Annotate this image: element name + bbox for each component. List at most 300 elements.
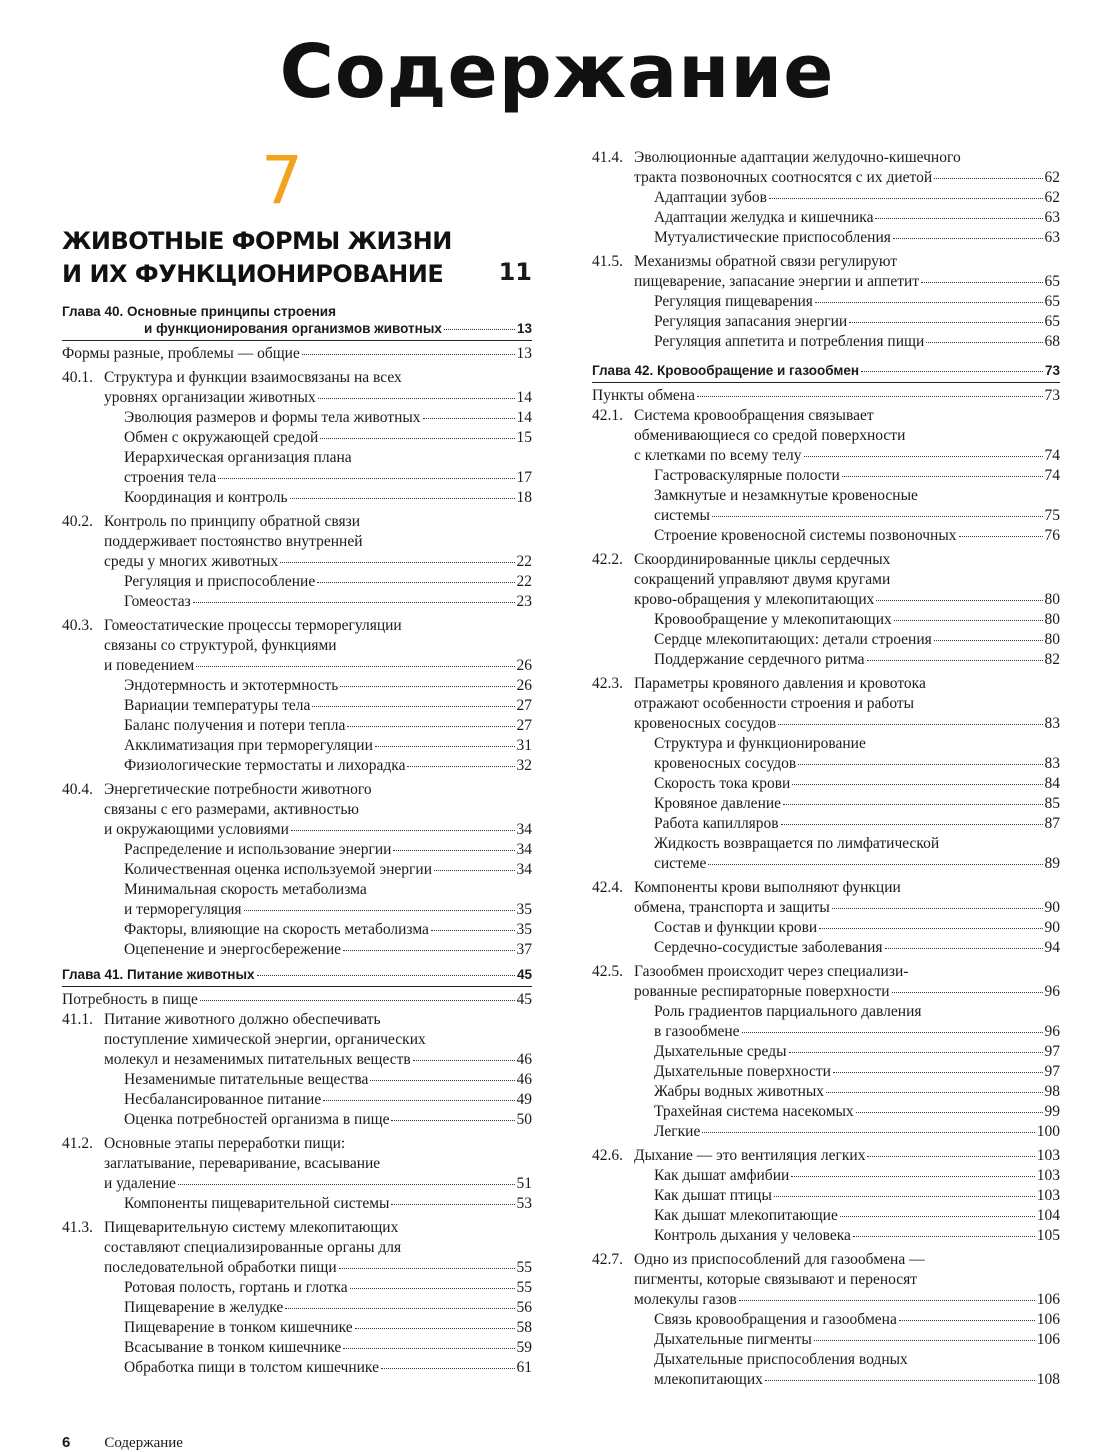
section-number: 40.4. bbox=[62, 781, 93, 798]
entry-text: уровнях организации животных bbox=[104, 389, 316, 406]
chapter-title: Глава 41. Питание животных bbox=[62, 967, 255, 982]
subsection-entry[interactable] bbox=[592, 1102, 1060, 1122]
entry-text: Регуляция и приспособление bbox=[124, 573, 316, 590]
section-title-last[interactable] bbox=[62, 1258, 532, 1278]
section-title-last[interactable] bbox=[592, 1290, 1060, 1310]
entry-page: 62 bbox=[1044, 169, 1060, 186]
entry-page: 34 bbox=[516, 821, 532, 838]
entry-page: 34 bbox=[516, 861, 532, 878]
entry-page: 97 bbox=[1044, 1063, 1060, 1080]
entry-page: 46 bbox=[516, 1071, 532, 1088]
subsection-entry[interactable]: Иерархическая организация плана bbox=[124, 449, 352, 466]
entry-page: 51 bbox=[516, 1175, 532, 1192]
entry-text: Дыхательные пигменты bbox=[654, 1331, 812, 1348]
entry-text: Всасывание в тонком кишечнике bbox=[124, 1339, 342, 1356]
entry-page: 17 bbox=[516, 469, 532, 486]
section-number: 42.4. bbox=[592, 879, 623, 896]
subsection-entry[interactable] bbox=[592, 1310, 1060, 1330]
toc-section[interactable] bbox=[62, 512, 532, 612]
entry-page: 22 bbox=[516, 553, 532, 570]
entry-text: Работа капилляров bbox=[654, 815, 779, 832]
subsection-entry[interactable] bbox=[62, 736, 532, 756]
entry-page: 35 bbox=[516, 921, 532, 938]
entry-page: 82 bbox=[1044, 651, 1060, 668]
entry-page: 14 bbox=[516, 389, 532, 406]
entry-page: 98 bbox=[1044, 1083, 1060, 1100]
entry-text: Состав и функции крови bbox=[654, 919, 818, 936]
entry-page: 18 bbox=[516, 489, 532, 506]
section-title-line1 bbox=[592, 148, 1060, 168]
subsection-entry[interactable] bbox=[62, 900, 532, 920]
entry-page: 106 bbox=[1036, 1331, 1060, 1348]
entry-text: Компоненты пищеварительной системы bbox=[124, 1195, 390, 1212]
toc-section[interactable] bbox=[592, 406, 1060, 546]
entry-page: 84 bbox=[1044, 775, 1060, 792]
section-title-line1 bbox=[592, 406, 1060, 426]
section-title-last[interactable] bbox=[592, 898, 1060, 918]
subsection-entry[interactable] bbox=[62, 860, 532, 880]
toc-section[interactable] bbox=[592, 1146, 1060, 1246]
section-number: 42.7. bbox=[592, 1251, 623, 1268]
entry-page: 23 bbox=[516, 593, 532, 610]
toc-section[interactable] bbox=[62, 368, 532, 508]
entry-text: Адаптации зубов bbox=[654, 189, 767, 206]
section-title-line2: заглатывание, переваривание, всасывание bbox=[104, 1155, 381, 1172]
section-title-line1 bbox=[592, 1146, 1060, 1166]
entry-text: и окружающими условиями bbox=[104, 821, 289, 838]
subsection-entry[interactable] bbox=[62, 488, 532, 508]
subsection-entry[interactable] bbox=[62, 1194, 532, 1214]
chapter-40[interactable] bbox=[62, 301, 532, 341]
section-title: Дыхание — это вентиляция легких bbox=[634, 1147, 866, 1164]
part-number: 7 bbox=[261, 142, 303, 219]
section-title-line2: поддерживает постоянство внутренней bbox=[104, 533, 363, 550]
subsection-entry[interactable]: Дыхательные приспособления водных bbox=[654, 1351, 908, 1368]
section-title: Контроль по принципу обратной связи bbox=[104, 513, 361, 530]
entry-page: 105 bbox=[1036, 1227, 1060, 1244]
entry-text: Эволюция размеров и формы тела животных bbox=[124, 409, 421, 426]
subsection-entry[interactable] bbox=[592, 1122, 1060, 1142]
entry-page: 103 bbox=[1036, 1187, 1060, 1204]
toc-intro[interactable]: Потребность в пище 45 bbox=[62, 991, 532, 1008]
entry-text: Баланс получения и потери тепла bbox=[124, 717, 346, 734]
subsection-entry[interactable] bbox=[592, 754, 1060, 774]
chapter-title-line1: Глава 40. Основные принципы строения bbox=[62, 304, 336, 319]
entry-text: тракта позвоночных соотносятся с их диетой bbox=[634, 169, 933, 186]
entry-text: Жабры водных животных bbox=[654, 1083, 825, 1100]
section-title-line1 bbox=[592, 674, 1060, 694]
entry-page: 26 bbox=[516, 657, 532, 674]
entry-page: 74 bbox=[1044, 467, 1060, 484]
entry-text: Трахейная система насекомых bbox=[654, 1103, 854, 1120]
entry-page: 15 bbox=[516, 429, 532, 446]
entry-page: 22 bbox=[516, 573, 532, 590]
part-heading[interactable] bbox=[62, 225, 532, 291]
subsection-entry[interactable] bbox=[62, 1338, 532, 1358]
entry-text: Гастроваскулярные полости bbox=[654, 467, 840, 484]
entry-page: 63 bbox=[1044, 209, 1060, 226]
chapter-page: 45 bbox=[516, 967, 532, 982]
part-page: 11 bbox=[498, 258, 532, 286]
section-title-last[interactable] bbox=[62, 552, 532, 572]
entry-page: 35 bbox=[516, 901, 532, 918]
subsection-entry[interactable]: Роль градиентов парциального давления bbox=[654, 1003, 922, 1020]
section-title-line2: поступление химической энергии, органических bbox=[104, 1031, 426, 1048]
subsection-entry[interactable] bbox=[62, 1090, 532, 1110]
entry-page: 27 bbox=[516, 717, 532, 734]
entry-page: 34 bbox=[516, 841, 532, 858]
toc-section[interactable] bbox=[62, 1010, 532, 1130]
toc-section[interactable] bbox=[592, 148, 1060, 248]
section-number: 42.2. bbox=[592, 551, 623, 568]
entry-text: Эндотермность и эктотермность bbox=[124, 677, 339, 694]
subsection-entry[interactable] bbox=[592, 312, 1060, 332]
entry-text: Легкие bbox=[654, 1123, 701, 1140]
subsection-entry[interactable] bbox=[592, 1022, 1060, 1042]
entry-page: 58 bbox=[516, 1319, 532, 1336]
entry-text: среды у многих животных bbox=[104, 553, 279, 570]
entry-text: Кровообращение у млекопитающих bbox=[654, 611, 892, 628]
toc-section[interactable] bbox=[62, 616, 532, 776]
section-title-line1 bbox=[62, 780, 532, 800]
subsection-entry[interactable] bbox=[592, 774, 1060, 794]
subsection-entry[interactable] bbox=[592, 332, 1060, 352]
section-title: Пищеварительную систему млекопитающих bbox=[104, 1219, 399, 1236]
entry-page: 32 bbox=[516, 757, 532, 774]
entry-text: Несбалансированное питание bbox=[124, 1091, 322, 1108]
subsection-entry[interactable] bbox=[592, 526, 1060, 546]
entry-text: обмена, транспорта и защиты bbox=[634, 899, 830, 916]
entry-text: молекул и незаменимых питательных веществ bbox=[104, 1051, 411, 1068]
subsection-entry[interactable] bbox=[592, 1186, 1060, 1206]
subsection-entry[interactable] bbox=[592, 1330, 1060, 1350]
subsection-entry[interactable] bbox=[592, 208, 1060, 228]
subsection-entry[interactable] bbox=[62, 940, 532, 960]
entry-text: Адаптации желудка и кишечника bbox=[654, 209, 874, 226]
entry-text: и поведением bbox=[104, 657, 195, 674]
subsection-entry[interactable] bbox=[592, 1062, 1060, 1082]
section-title: Система кровообращения связывает bbox=[634, 407, 874, 424]
entry-page: 37 bbox=[516, 941, 532, 958]
entry-page: 108 bbox=[1036, 1371, 1060, 1388]
section-title: Механизмы обратной связи регулируют bbox=[634, 253, 898, 270]
section-number: 41.5. bbox=[592, 253, 623, 270]
section-title-last[interactable] bbox=[592, 714, 1060, 734]
section-title-line1 bbox=[62, 616, 532, 636]
toc-section[interactable] bbox=[62, 1218, 532, 1378]
section-title-line1 bbox=[62, 368, 532, 388]
entry-text: Регуляция запасания энергии bbox=[654, 313, 848, 330]
subsection-entry[interactable]: Минимальная скорость метаболизма bbox=[124, 881, 367, 898]
chapter-41[interactable] bbox=[62, 964, 532, 987]
subsection-entry[interactable] bbox=[592, 188, 1060, 208]
section-title-line1 bbox=[592, 550, 1060, 570]
subsection-entry[interactable] bbox=[592, 814, 1060, 834]
section-title-last[interactable] bbox=[592, 982, 1060, 1002]
section-number: 41.1. bbox=[62, 1011, 93, 1028]
subsection-entry[interactable] bbox=[592, 1042, 1060, 1062]
entry-page: 83 bbox=[1044, 715, 1060, 732]
entry-page: 75 bbox=[1044, 507, 1060, 524]
subsection-entry[interactable] bbox=[592, 794, 1060, 814]
section-title-line1 bbox=[592, 878, 1060, 898]
section-title: Основные этапы переработки пищи: bbox=[104, 1135, 346, 1152]
toc-section[interactable] bbox=[592, 878, 1060, 958]
chapter-title: Глава 42. Кровообращение и газообмен bbox=[592, 363, 860, 378]
entry-text: Незаменимые питательные вещества bbox=[124, 1071, 369, 1088]
entry-text: системы bbox=[654, 507, 710, 524]
section-title-line2: связаны со структурой, функциями bbox=[104, 637, 337, 654]
entry-text: Вариации температуры тела bbox=[124, 697, 311, 714]
entry-text: кровеносных сосудов bbox=[654, 755, 797, 772]
section-number: 42.3. bbox=[592, 675, 623, 692]
entry-page: 97 bbox=[1044, 1043, 1060, 1060]
entry-page: 27 bbox=[516, 697, 532, 714]
entry-page: 46 bbox=[516, 1051, 532, 1068]
entry-page: 94 bbox=[1044, 939, 1060, 956]
toc-section[interactable] bbox=[592, 962, 1060, 1142]
subsection-entry[interactable] bbox=[592, 1370, 1060, 1390]
entry-page: 90 bbox=[1044, 919, 1060, 936]
subsection-entry[interactable] bbox=[592, 1226, 1060, 1246]
entry-page: 106 bbox=[1036, 1311, 1060, 1328]
entry-text: Связь кровообращения и газообмена bbox=[654, 1311, 897, 1328]
entry-text: в газообмене bbox=[654, 1023, 740, 1040]
subsection-entry[interactable] bbox=[62, 1278, 532, 1298]
entry-page: 104 bbox=[1036, 1207, 1060, 1224]
toc-section[interactable] bbox=[62, 780, 532, 960]
entry-text: Пищеварение в тонком кишечнике bbox=[124, 1319, 353, 1336]
section-title-line2: пигменты, которые связывают и переносят bbox=[634, 1271, 918, 1288]
entry-text: Оцепенение и энергосбережение bbox=[124, 941, 342, 958]
entry-text: Распределение и использование энергии bbox=[124, 841, 392, 858]
toc-right-column bbox=[592, 148, 1060, 1390]
subsection-entry[interactable] bbox=[592, 610, 1060, 630]
section-number: 42.1. bbox=[592, 407, 623, 424]
section-title-last[interactable] bbox=[62, 820, 532, 840]
entry-page: 96 bbox=[1044, 1023, 1060, 1040]
entry-text: Ротовая полость, гортань и глотка bbox=[124, 1279, 348, 1296]
entry-page: 62 bbox=[1044, 189, 1060, 206]
section-title: Структура и функции взаимосвязаны на всех bbox=[104, 369, 402, 386]
entry-page: 63 bbox=[1044, 229, 1060, 246]
subsection-entry[interactable] bbox=[62, 572, 532, 592]
subsection-entry[interactable]: Жидкость возвращается по лимфатической bbox=[654, 835, 940, 852]
subsection-entry[interactable] bbox=[592, 938, 1060, 958]
entry-page: 83 bbox=[1044, 755, 1060, 772]
subsection-entry[interactable] bbox=[62, 1318, 532, 1338]
subsection-entry[interactable] bbox=[62, 428, 532, 448]
entry-page: 56 bbox=[516, 1299, 532, 1316]
section-title-line1 bbox=[62, 1218, 532, 1238]
entry-text: кровеносных сосудов bbox=[634, 715, 777, 732]
subsection-entry[interactable] bbox=[62, 920, 532, 940]
entry-page: 61 bbox=[516, 1359, 532, 1376]
entry-page: 31 bbox=[516, 737, 532, 754]
chapter-page: 73 bbox=[1044, 363, 1060, 378]
entry-page: 14 bbox=[516, 409, 532, 426]
section-number: 40.2. bbox=[62, 513, 93, 530]
subsection-entry[interactable] bbox=[62, 716, 532, 736]
entry-page: 26 bbox=[516, 677, 532, 694]
section-title-last[interactable] bbox=[592, 446, 1060, 466]
section-title: Скоординированные циклы сердечных bbox=[634, 551, 891, 568]
section-title-line1 bbox=[592, 1250, 1060, 1270]
entry-text: Факторы, влияющие на скорость метаболизма bbox=[124, 921, 429, 938]
subsection-entry[interactable]: Замкнутые и незамкнутые кровеносные bbox=[654, 487, 918, 504]
entry-page: 59 bbox=[516, 1339, 532, 1356]
entry-text: рованные респираторные поверхности bbox=[634, 983, 890, 1000]
chapter-42[interactable] bbox=[592, 360, 1060, 383]
section-title-last[interactable] bbox=[592, 590, 1060, 610]
subsection-entry[interactable] bbox=[62, 1070, 532, 1090]
subsection-entry[interactable]: Структура и функционирование bbox=[654, 735, 866, 752]
section-title-last[interactable] bbox=[592, 272, 1060, 292]
toc-section[interactable] bbox=[592, 1250, 1060, 1390]
toc-section[interactable] bbox=[592, 252, 1060, 352]
page-title: Содержание bbox=[279, 29, 835, 115]
subsection-entry[interactable] bbox=[62, 468, 532, 488]
section-title-last[interactable] bbox=[62, 1050, 532, 1070]
entry-page: 55 bbox=[516, 1279, 532, 1296]
section-title-last[interactable] bbox=[592, 168, 1060, 188]
subsection-entry[interactable] bbox=[592, 1166, 1060, 1186]
section-title-line1 bbox=[592, 252, 1060, 272]
subsection-entry[interactable] bbox=[592, 1082, 1060, 1102]
section-entry bbox=[634, 1146, 1060, 1166]
subsection-entry[interactable] bbox=[592, 506, 1060, 526]
toc-section[interactable] bbox=[62, 1134, 532, 1214]
section-number: 42.5. bbox=[592, 963, 623, 980]
entry-text: Мутуалистические приспособления bbox=[654, 229, 891, 246]
toc-section[interactable] bbox=[592, 550, 1060, 670]
entry-page: 65 bbox=[1044, 273, 1060, 290]
toc-section[interactable] bbox=[592, 674, 1060, 874]
subsection-entry[interactable] bbox=[62, 756, 532, 776]
section-number: 41.4. bbox=[592, 149, 623, 166]
section-title-line1 bbox=[62, 1010, 532, 1030]
subsection-entry[interactable] bbox=[592, 466, 1060, 486]
entry-text: с клетками по всему телу bbox=[634, 447, 802, 464]
page-footer bbox=[62, 1434, 183, 1452]
entry-text: крово-обращения у млекопитающих bbox=[634, 591, 875, 608]
entry-text: Как дышат птицы bbox=[654, 1187, 772, 1204]
section-title-line2: связаны с его размерами, активностью bbox=[104, 801, 359, 818]
subsection-entry[interactable] bbox=[592, 630, 1060, 650]
section-title: Питание животного должно обеспечивать bbox=[104, 1011, 381, 1028]
section-number: 41.3. bbox=[62, 1219, 93, 1236]
section-title: Одно из приспособлений для газообмена — bbox=[634, 1251, 925, 1268]
subsection-entry[interactable] bbox=[62, 408, 532, 428]
entry-page: 100 bbox=[1036, 1123, 1060, 1140]
section-title-line2: составляют специализированные органы для bbox=[104, 1239, 402, 1256]
section-page: 103 bbox=[1036, 1147, 1060, 1164]
subsection-entry[interactable] bbox=[62, 1358, 532, 1378]
section-title-last[interactable] bbox=[62, 1174, 532, 1194]
section-number: 42.6. bbox=[592, 1147, 623, 1164]
entry-text: и удаление bbox=[104, 1175, 176, 1192]
subsection-entry[interactable] bbox=[62, 1110, 532, 1130]
entry-text: Скорость тока крови bbox=[654, 775, 791, 792]
section-title: Газообмен происходит через специализи- bbox=[634, 963, 909, 980]
section-title: Компоненты крови выполняют функции bbox=[634, 879, 901, 896]
entry-text: последовательной обработки пищи bbox=[104, 1259, 337, 1276]
part-title-line2: И ИХ ФУНКЦИОНИРОВАНИЕ bbox=[62, 260, 444, 288]
entry-page: 68 bbox=[1044, 333, 1060, 350]
entry-text: Обработка пищи в толстом кишечнике bbox=[124, 1359, 379, 1376]
toc-intro[interactable]: Формы разные, проблемы — общие 13 bbox=[62, 345, 532, 362]
entry-page: 80 bbox=[1044, 611, 1060, 628]
subsection-entry[interactable] bbox=[592, 854, 1060, 874]
entry-text: Поддержание сердечного ритма bbox=[654, 651, 865, 668]
entry-text: Контроль дыхания у человека bbox=[654, 1227, 851, 1244]
entry-text: Дыхательные среды bbox=[654, 1043, 787, 1060]
section-title-line2: сокращений управляют двумя кругами bbox=[634, 571, 891, 588]
entry-text: Гомеостаз bbox=[124, 593, 191, 610]
subsection-entry[interactable] bbox=[592, 228, 1060, 248]
entry-text: Как дышат млекопитающие bbox=[654, 1207, 838, 1224]
subsection-entry[interactable] bbox=[62, 696, 532, 716]
entry-text: Количественная оценка используемой энергии bbox=[124, 861, 433, 878]
section-number: 40.3. bbox=[62, 617, 93, 634]
entry-text: и терморегуляция bbox=[124, 901, 242, 918]
subsection-entry[interactable] bbox=[592, 1206, 1060, 1226]
entry-text: Обмен с окружающей средой bbox=[124, 429, 319, 446]
entry-page: 103 bbox=[1036, 1167, 1060, 1184]
subsection-entry[interactable] bbox=[62, 840, 532, 860]
subsection-entry[interactable] bbox=[592, 650, 1060, 670]
section-title-line1 bbox=[62, 512, 532, 532]
entry-page: 50 bbox=[516, 1111, 532, 1128]
subsection-entry[interactable] bbox=[62, 676, 532, 696]
subsection-entry[interactable] bbox=[62, 1298, 532, 1318]
entry-text: Акклиматизация при терморегуляции bbox=[124, 737, 373, 754]
section-title: Эволюционные адаптации желудочно-кишечного bbox=[634, 149, 961, 166]
section-number: 40.1. bbox=[62, 369, 93, 386]
entry-text: Физиологические термостаты и лихорадка bbox=[124, 757, 406, 774]
entry-text: строения тела bbox=[124, 469, 217, 486]
entry-page: 49 bbox=[516, 1091, 532, 1108]
toc-intro[interactable]: Пункты обмена 73 bbox=[592, 387, 1060, 404]
chapter-page: 13 bbox=[516, 321, 532, 336]
entry-page: 89 bbox=[1044, 855, 1060, 872]
entry-page: 106 bbox=[1036, 1291, 1060, 1308]
section-title-line1 bbox=[62, 1134, 532, 1154]
entry-page: 65 bbox=[1044, 313, 1060, 330]
chapter-title-line2: и функционирования организмов животных bbox=[144, 321, 442, 336]
entry-text: молекулы газов bbox=[634, 1291, 737, 1308]
subsection-entry[interactable] bbox=[592, 918, 1060, 938]
section-title: Гомеостатические процессы терморегуляции bbox=[104, 617, 402, 634]
entry-page: 99 bbox=[1044, 1103, 1060, 1120]
section-title-line2: обменивающиеся со средой поверхности bbox=[634, 427, 906, 444]
section-title: Параметры кровяного давления и кровотока bbox=[634, 675, 926, 692]
entry-page: 53 bbox=[516, 1195, 532, 1212]
entry-page: 87 bbox=[1044, 815, 1060, 832]
entry-page: 80 bbox=[1044, 591, 1060, 608]
section-title-last[interactable] bbox=[62, 388, 532, 408]
section-title-line1 bbox=[592, 962, 1060, 982]
subsection-entry[interactable] bbox=[592, 292, 1060, 312]
entry-text: системе bbox=[654, 855, 707, 872]
entry-page: 80 bbox=[1044, 631, 1060, 648]
footer-page-number: 6 bbox=[62, 1434, 71, 1451]
section-title-last[interactable] bbox=[62, 656, 532, 676]
entry-text: Регуляция пищеварения bbox=[654, 293, 813, 310]
entry-page: 65 bbox=[1044, 293, 1060, 310]
subsection-entry[interactable] bbox=[62, 592, 532, 612]
entry-page: 85 bbox=[1044, 795, 1060, 812]
